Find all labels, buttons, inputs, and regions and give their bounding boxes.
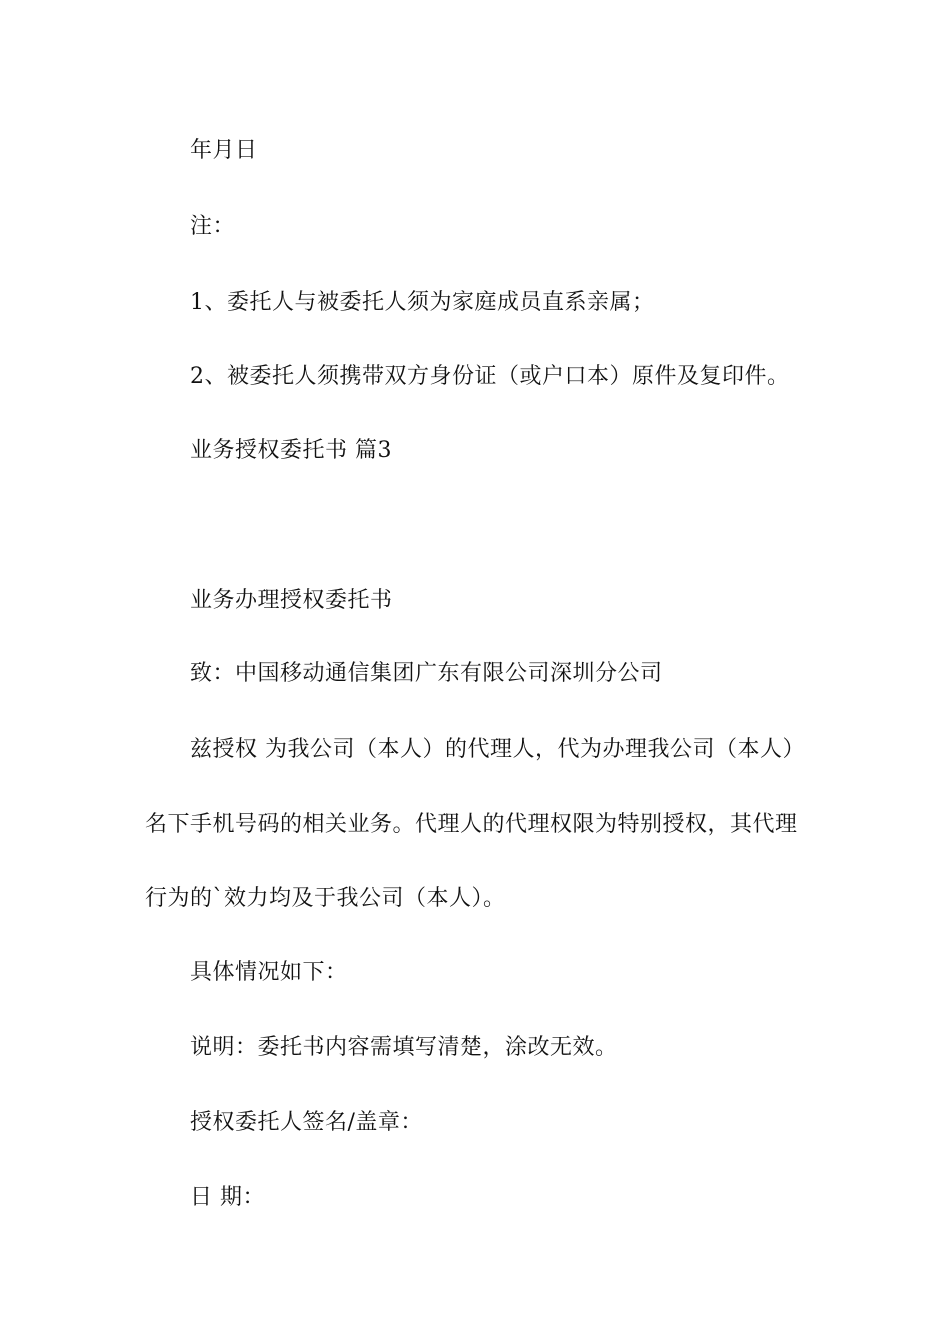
document-title: 业务办理授权委托书 [190, 588, 393, 613]
body-paragraph-line-2: 名下手机号码的相关业务。代理人的代理权限为特别授权，其代理 [145, 812, 798, 837]
note-label: 注： [190, 214, 236, 239]
body-paragraph-line-3: 行为的`效力均及于我公司（本人）。 [145, 886, 506, 911]
date-line: 年月日 [190, 138, 258, 163]
body-paragraph-line-1: 兹授权 为我公司（本人）的代理人，代为办理我公司（本人） [190, 737, 805, 762]
date-label: 日 期： [190, 1185, 265, 1210]
note-item-1: 1、委托人与被委托人须为家庭成员直系亲属； [190, 290, 655, 315]
section-heading: 业务授权委托书 篇3 [190, 438, 392, 463]
details-label: 具体情况如下： [190, 960, 348, 985]
signature-label: 授权委托人签名/盖章： [190, 1110, 423, 1135]
note-item-2: 2、被委托人须携带双方身份证（或户口本）原件及复印件。 [190, 364, 790, 389]
explanation-line: 说明：委托书内容需填写清楚，涂改无效。 [190, 1035, 618, 1060]
addressee-line: 致：中国移动通信集团广东有限公司深圳分公司 [190, 661, 663, 686]
